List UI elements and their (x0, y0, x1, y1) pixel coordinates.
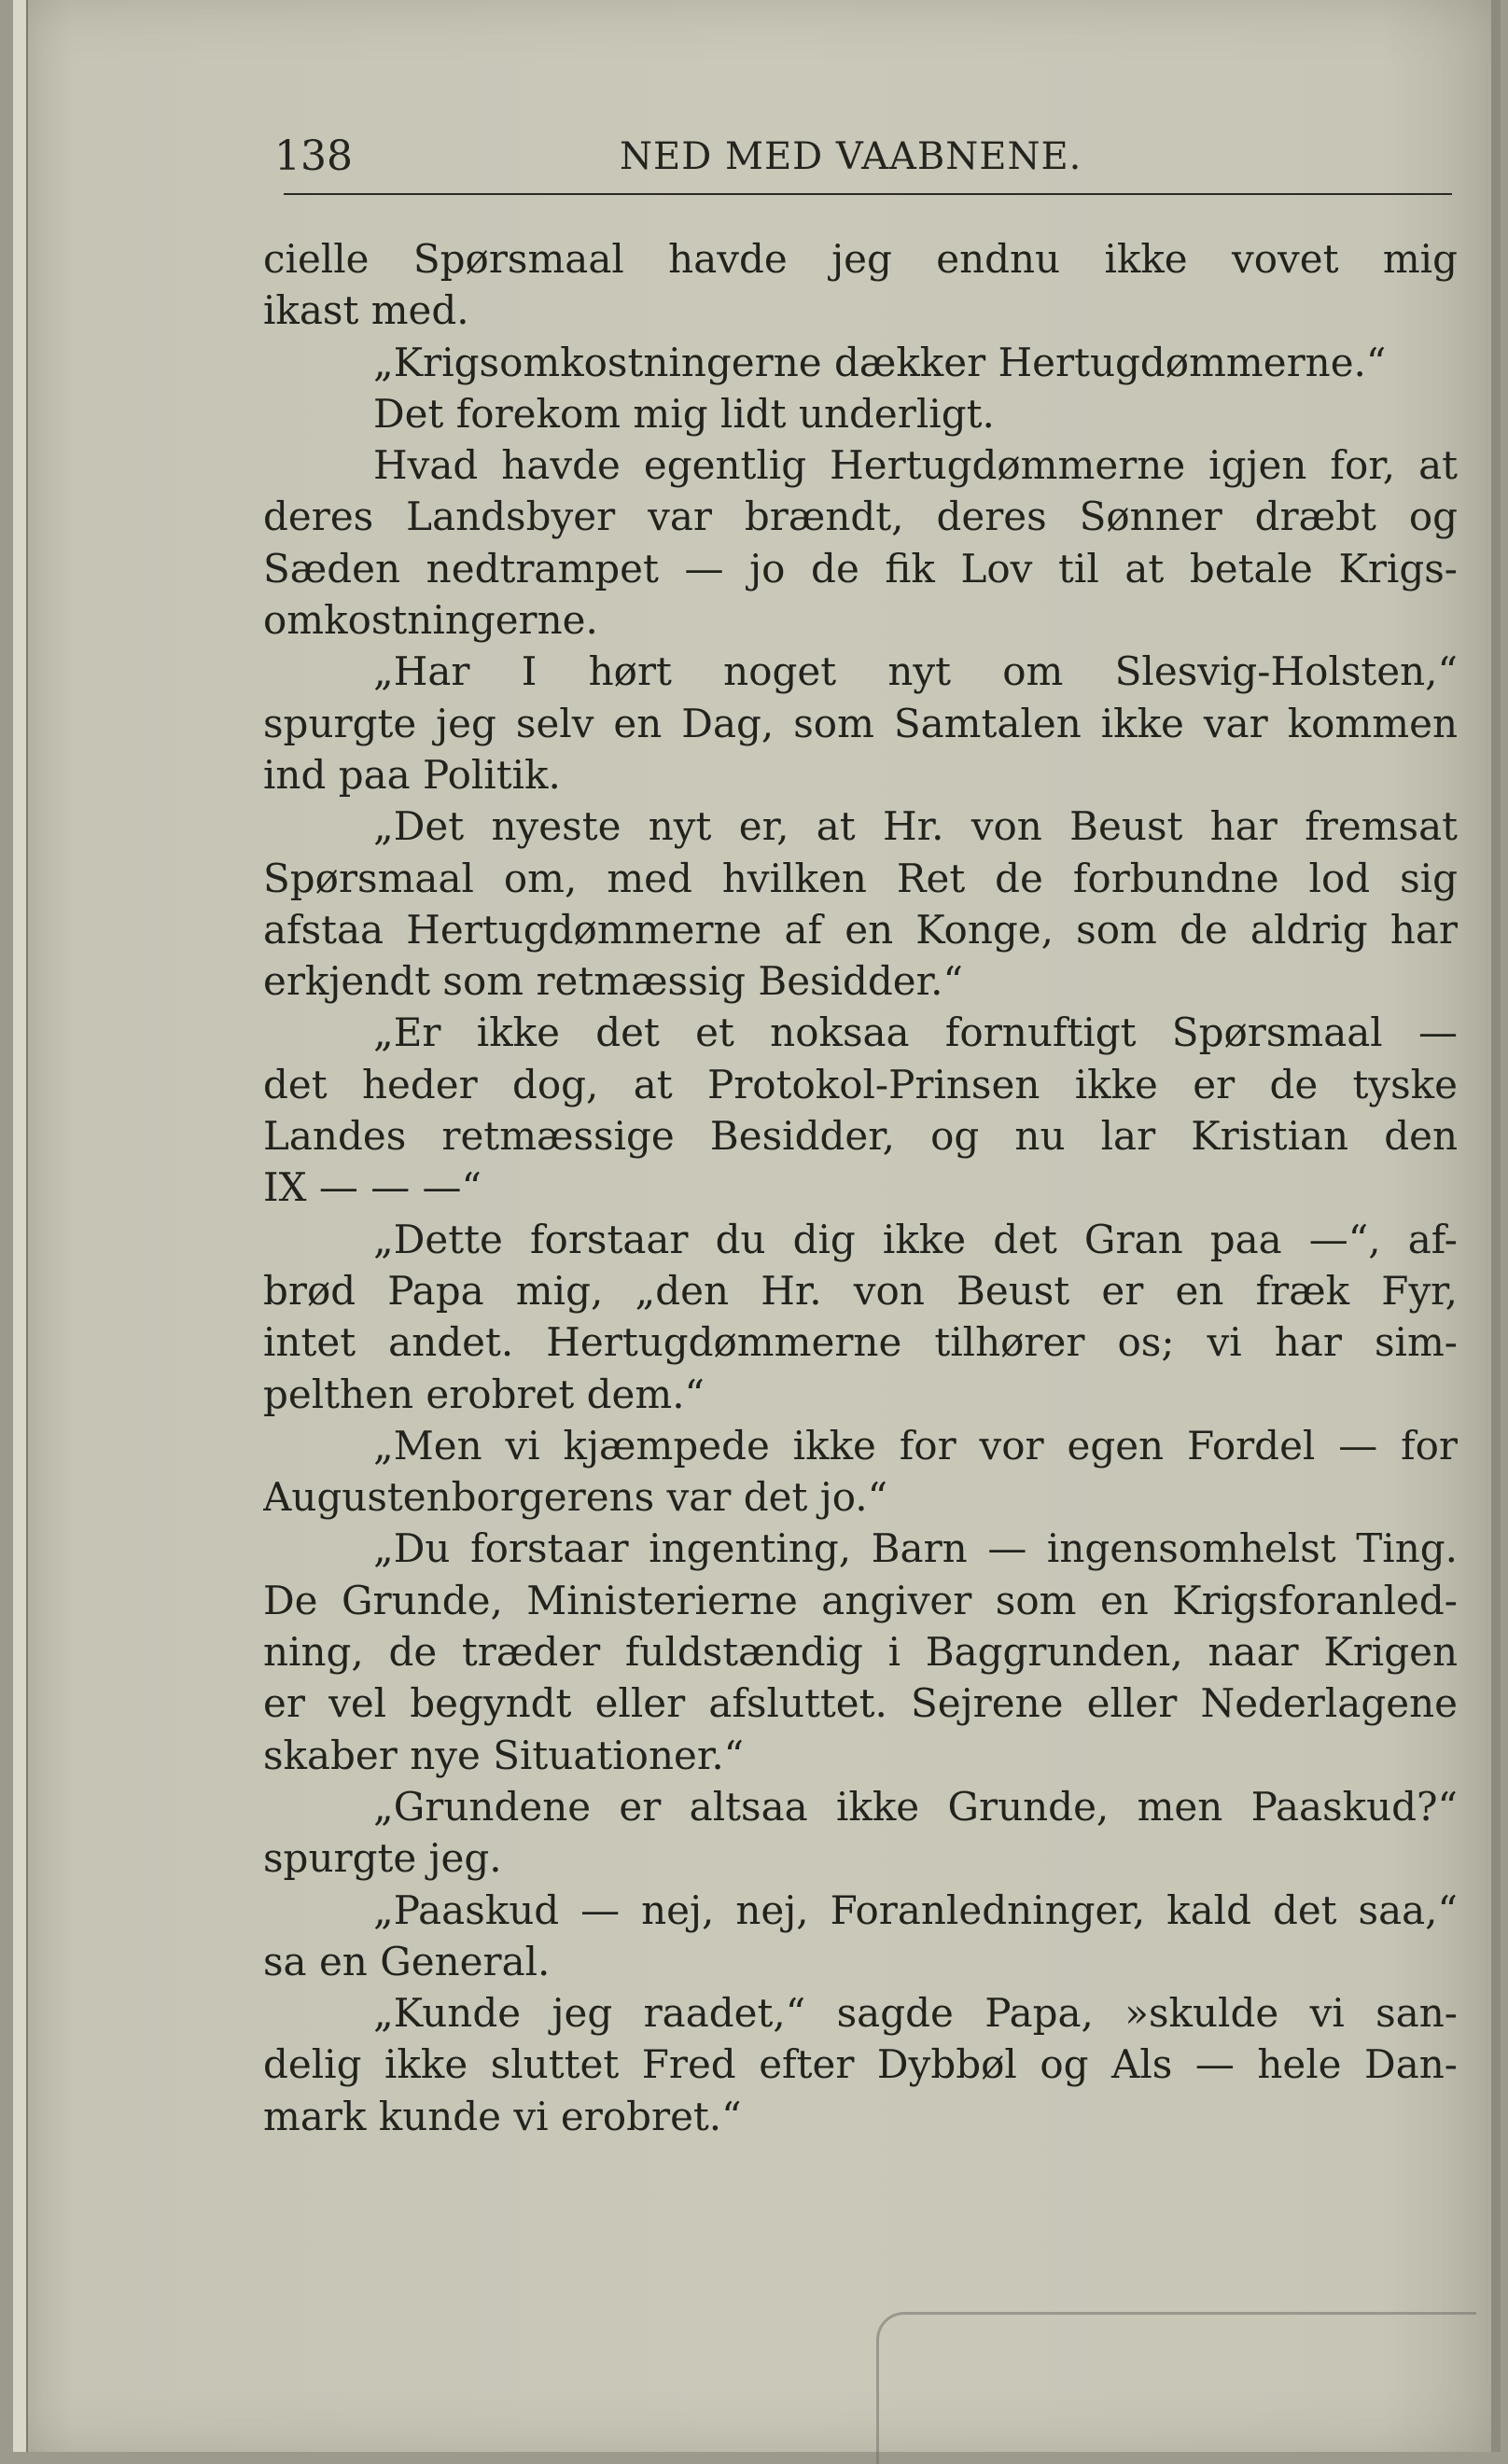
text-line: mark kunde vi erobret.“ (263, 2093, 742, 2139)
text-line: „Dette forstaar du dig ikke det Gran paa —“, af- (373, 1216, 1458, 1262)
text-line: spurgte jeg selv en Dag, som Samtalen ikke var kommen (263, 700, 1458, 746)
text-line: De Grunde, Ministerierne angiver som en Krigsforanled- (263, 1577, 1458, 1623)
faint-stamp-mark (876, 2312, 1476, 2464)
text-line: er vel begyndt eller afsluttet. Sejrene eller Nederlagene (263, 1680, 1458, 1727)
text-line: „Krigsomkostningerne dækker Hertugdømmerne.“ (373, 339, 1387, 385)
text-line: IX — — —“ (263, 1164, 482, 1211)
page-right-edge (1491, 0, 1501, 2452)
text-line: Spørsmaal om, med hvilken Ret de forbundne lod sig (263, 855, 1458, 901)
text-line: erkjendt som retmæssig Besidder.“ (263, 958, 963, 1005)
text-line: pelthen erobret dem.“ (263, 1371, 705, 1417)
text-line: brød Papa mig, „den Hr. von Beust er en fræk Fyr, (263, 1267, 1458, 1314)
text-line: Augustenborgerens var det jo.“ (263, 1474, 888, 1521)
running-title: NED MED VAABNENE. (620, 135, 1082, 178)
text-line: „Det nyeste nyt er, at Hr. von Beust har fremsat (373, 803, 1458, 850)
text-line: skaber nye Situationer.“ (263, 1732, 745, 1778)
book-page (13, 0, 1501, 2452)
text-line: omkostningerne. (263, 597, 598, 644)
text-line: ning, de træder fuldstændig i Baggrunden, naar Krigen (263, 1629, 1458, 1676)
text-line: ind paa Politik. (263, 751, 561, 798)
text-line: Hvad havde egentlig Hertugdømmerne igjen for, at (373, 442, 1458, 489)
header-rule (284, 193, 1452, 195)
text-line: sa en General. (263, 1938, 551, 1984)
text-line: intet andet. Hertugdømmerne tilhører os; vi har sim- (263, 1319, 1458, 1366)
text-line: „Kunde jeg raadet,“ sagde Papa, »skulde vi san- (373, 1990, 1458, 2037)
text-line: cielle Spørsmaal havde jeg endnu ikke vovet mig (263, 236, 1458, 282)
text-line: afstaa Hertugdømmerne af en Konge, som de aldrig har (263, 906, 1458, 953)
text-line: „Paaskud — nej, nej, Foranledninger, kald det saa,“ (373, 1886, 1458, 1933)
text-line: Sæden nedtrampet — jo de fik Lov til at betale Krigs- (263, 545, 1458, 592)
text-line: det heder dog, at Protokol-Prinsen ikke er de tyske (263, 1061, 1458, 1107)
text-line: „Du forstaar ingenting, Barn — ingensomhelst Ting. (373, 1525, 1458, 1572)
text-line: Det forekom mig lidt underligt. (373, 390, 995, 437)
text-line: Landes retmæssige Besidder, og nu lar Kristian den (263, 1113, 1458, 1160)
text-line: „Har I hørt noget nyt om Slesvig-Holsten,“ (373, 648, 1458, 695)
text-line: „Grundene er altsaa ikke Grunde, men Paaskud?“ (373, 1783, 1458, 1830)
page-header (274, 129, 1450, 185)
page-binding-edge (13, 0, 28, 2452)
text-line: delig ikke sluttet Fred efter Dybbøl og Als — hele Dan- (263, 2041, 1458, 2088)
page-number: 138 (274, 132, 353, 180)
text-line: ikast med. (263, 287, 469, 334)
body-text (263, 233, 1458, 2142)
text-line: „Men vi kjæmpede ikke for vor egen Fordel — for (373, 1422, 1458, 1469)
text-line: spurgte jeg. (263, 1835, 502, 1882)
text-line: „Er ikke det et noksaa fornuftigt Spørsmaal — (373, 1009, 1458, 1056)
text-line: deres Landsbyer var brændt, deres Sønner dræbt og (263, 494, 1458, 540)
